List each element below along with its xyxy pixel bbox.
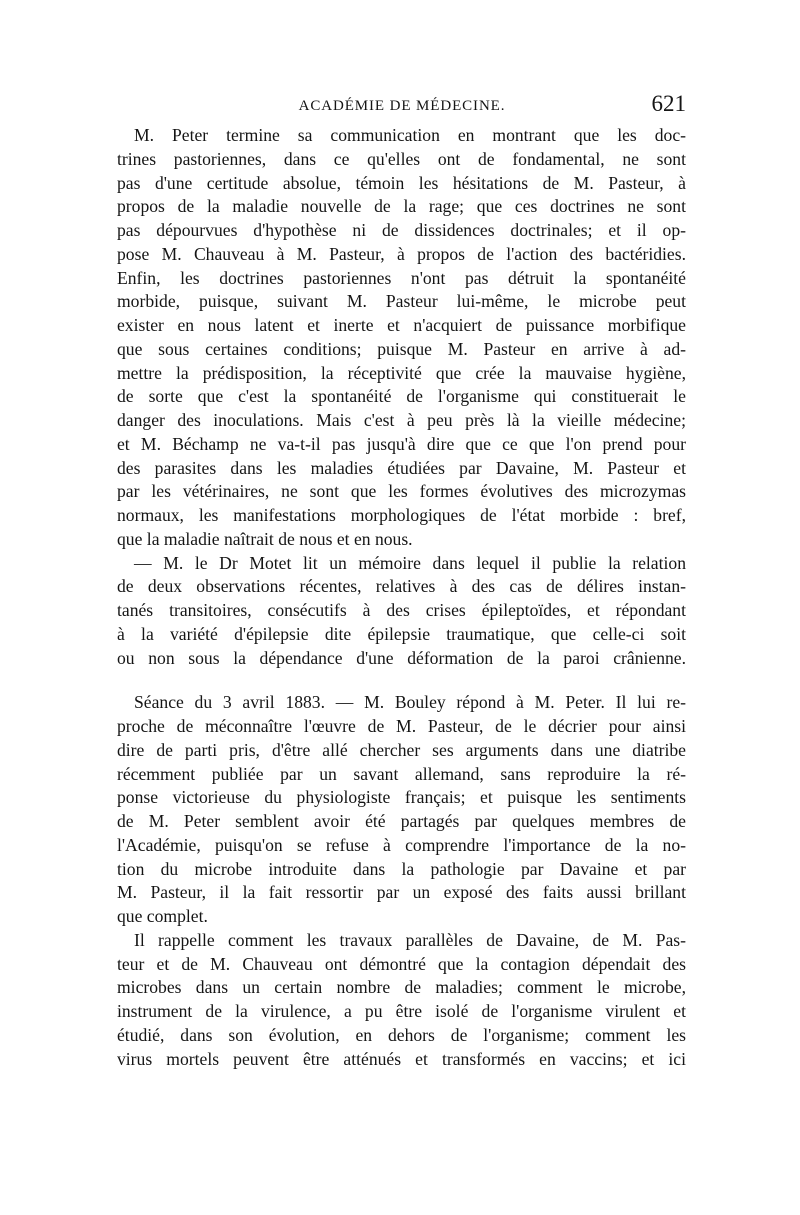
text-line: ponse victorieuse du physiologiste français; et puisque les sentiments [117,787,686,808]
text-line: teur et de M. Chauveau ont démontré que la contagion dépendait des [117,953,686,974]
text-line: dire de parti pris, d'être allé chercher ses arguments dans une diatribe [117,739,686,760]
text-line: récemment publiée par un savant allemand, sans reproduire la ré- [117,763,686,784]
body-text [117,124,686,1071]
text-line: exister en nous latent et inerte et n'acquiert de puissance morbifique [117,315,686,335]
text-line: pose M. Chauveau à M. Pasteur, à propos de l'action des bactéridies. [117,243,686,264]
text-line: virus mortels peuvent être atténués et transformés en vaccins; et ici [117,1048,686,1069]
paragraph-seance-3-avril [117,691,686,929]
page-number: 621 [651,91,686,116]
text-line: que sous certaines conditions; puisque M. Pasteur en arrive à ad- [117,338,686,359]
text-line: danger des inoculations. Mais c'est à peu près là la vieille médecine; [117,410,686,430]
text-line: par les vétérinaires, ne sont que les formes évolutives des microzymas [117,481,686,502]
text-line: de M. Peter semblent avoir été partagés par quelques membres de [117,811,686,831]
paragraph-motet-memoir [117,552,686,671]
text-line: Enfin, les doctrines pastoriennes n'ont pas détruit la spontanéité [117,267,686,288]
text-line: — M. le Dr Motet lit un mémoire dans lequel il publie la relation [134,552,686,573]
text-line: l'Académie, puisqu'on se refuse à comprendre l'importance de la no- [117,834,686,855]
text-line: M. Peter termine sa communication en montrant que les doc- [134,125,686,145]
section-gap [117,670,686,691]
text-line: propos de la maladie nouvelle de la rage; que ces doctrines ne sont [117,196,686,217]
text-line: mettre la prédisposition, la réceptivité que crée la mauvaise hygiène, [117,362,686,383]
text-line: de sorte que c'est la spontanéité de l'organisme qui constituerait le [117,386,686,407]
text-line: ou non sous la dépendance d'une déformation de la paroi crânienne. [117,647,686,668]
paragraph-peter-conclusion [117,124,686,552]
text-line: pas dépourvues d'hypothèse ni de dissidences doctrinales; et il op- [117,220,686,240]
text-line: tanés transitoires, consécutifs à des crises épileptoïdes, et répondant [117,600,686,620]
text-line: microbes dans un certain nombre de maladies; comment le microbe, [117,977,686,998]
text-line: Il rappelle comment les travaux parallèles de Davaine, de M. Pas- [134,929,686,950]
text-line: Séance du 3 avril 1883. — M. Bouley répond à M. Peter. Il lui re- [134,692,686,713]
text-line: morbide, puisque, suivant M. Pasteur lui-même, le microbe peut [117,291,686,312]
text-line: normaux, les manifestations morphologiques de l'état morbide : bref, [117,505,686,525]
text-line: que complet. [117,906,208,926]
text-line: tion du microbe introduite dans la pathologie par Davaine et par [117,858,686,879]
text-line: et M. Béchamp ne va-t-il pas jusqu'à dire que ce que l'on prend pour [117,433,686,454]
text-line: à la variété d'épilepsie dite épilepsie traumatique, que celle-ci soit [117,623,686,644]
text-line: pas d'une certitude absolue, témoin les hésitations de M. Pasteur, à [117,172,686,193]
running-header [118,92,686,122]
text-line: trines pastoriennes, dans ce qu'elles ont de fondamental, ne sont [117,148,686,169]
text-line: instrument de la virulence, a pu être isolé de l'organisme virulent et [117,1001,686,1021]
text-line: étudié, dans son évolution, en dehors de l'organisme; comment les [117,1024,686,1045]
text-line: proche de méconnaître l'œuvre de M. Pasteur, de le décrier pour ainsi [117,716,686,736]
text-line: M. Pasteur, il la fait ressortir par un exposé des faits aussi brillant [117,882,686,903]
text-line: des parasites dans les maladies étudiées par Davaine, M. Pasteur et [117,457,686,478]
text-line: de deux observations récentes, relatives à des cas de délires instan- [117,576,686,597]
running-title: ACADÉMIE DE MÉDECINE. [298,98,506,114]
paragraph-bouley-recall [117,929,686,1072]
text-line: que la maladie naîtrait de nous et en nous. [117,528,413,549]
